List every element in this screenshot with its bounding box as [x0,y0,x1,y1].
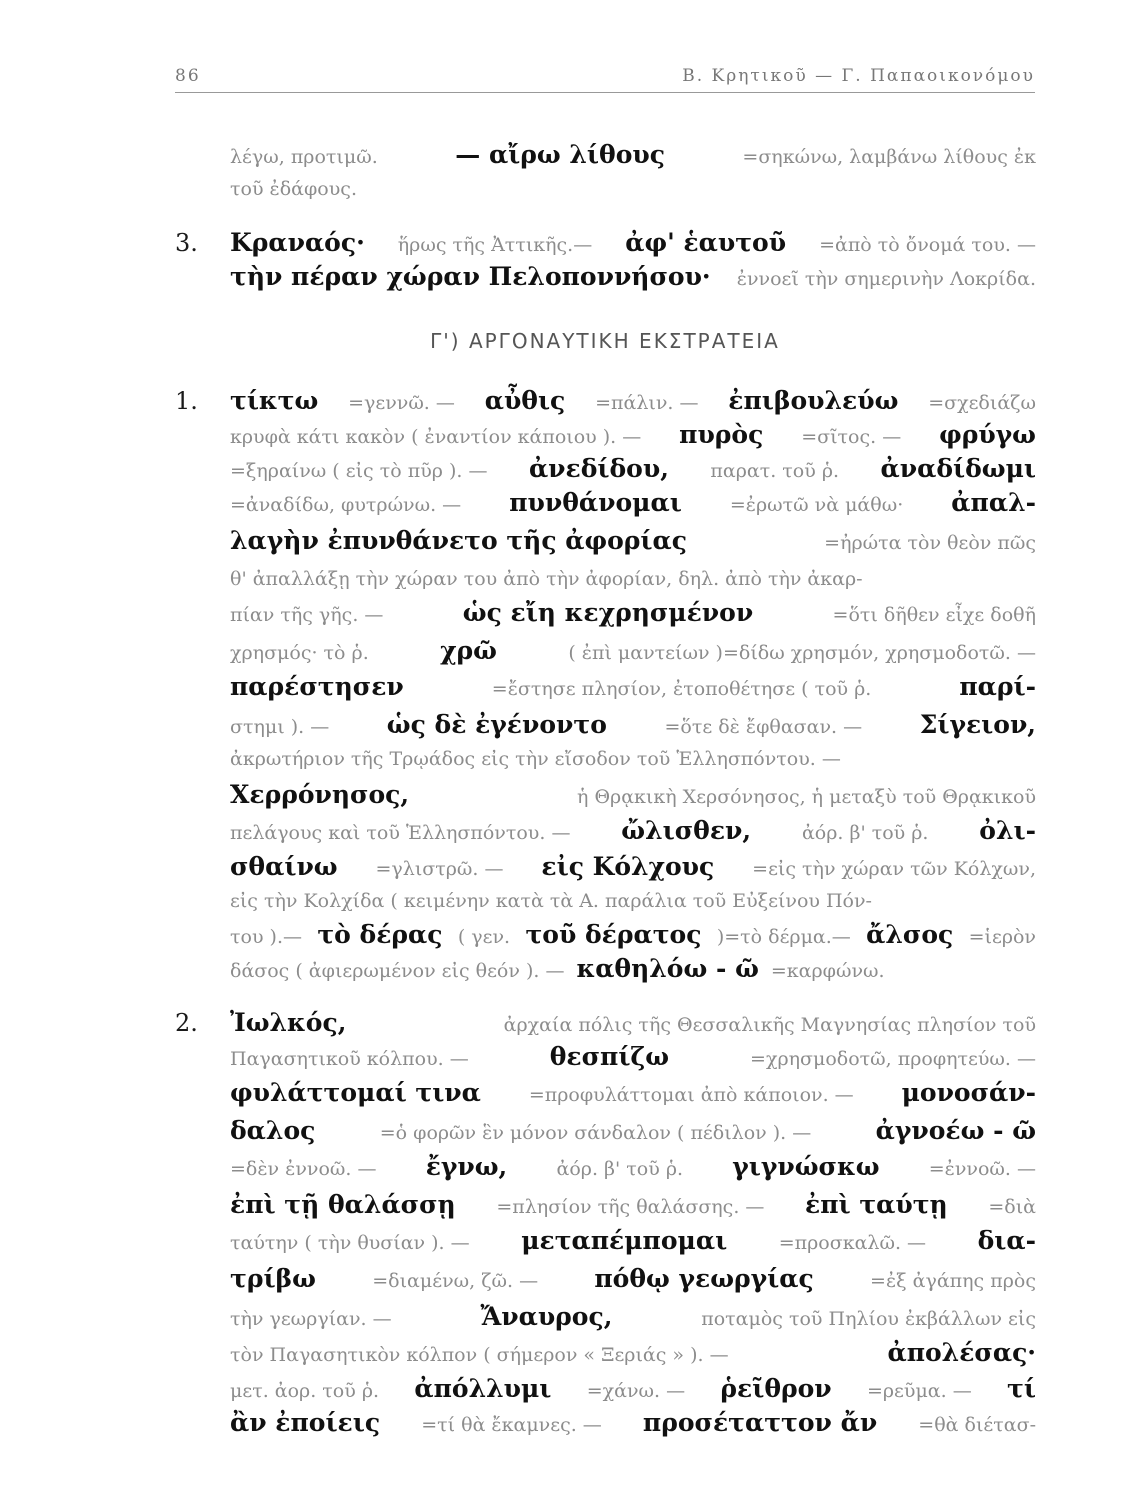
headword: τρίβω [230,1264,316,1293]
section-heading: Γ') ΑΡΓΟΝΑΥΤΙΚΗ ΕΚΣΤΡΑΤΕΙΑ [430,329,780,353]
gloss-text: =ξηραίνω ( εἰς τὸ πῦρ ). — [230,460,488,482]
gloss-text: ( γεν. [457,926,511,948]
gloss-text: =ρεῦμα. — [866,1380,972,1402]
text-line [230,172,1036,206]
headword: ὤλισθεν, [621,816,752,845]
gloss-text: =εἰς τὴν χώραν τῶν Κόλχων, [752,858,1036,880]
gloss-text: ἀόρ. β' τοῦ ῥ. [801,822,929,844]
gloss-text: ἡ Θρᾳκικὴ Χερσόνησος, ἡ μεταξὺ τοῦ Θρᾳκικοῦ [577,786,1036,808]
headword: ἂν ἐποίεις [230,1408,381,1437]
gloss-text: =ἠρώτα τὸν θεὸν πῶς [824,532,1036,554]
headword: Ἰωλκός, [230,1008,347,1037]
text-line [230,562,1036,596]
text-line [230,1372,1036,1406]
headword: θεσπίζω [549,1042,670,1071]
gloss-text: πίαν τῆς γῆς. — [230,604,384,626]
text-line [230,918,1036,952]
text-line [230,418,1036,452]
gloss-text: ( ἐπὶ μαντείων )=δίδω χρησμόν, χρησμοδοτῶ. — [568,642,1036,664]
text-line [230,486,1036,520]
text-line [230,1300,1036,1334]
gloss-text: =σηκώνω, λαμβάνω λίθους ἐκ [742,146,1036,168]
gloss-text: =χρησμοδοτῶ, προφητεύω. — [750,1048,1036,1070]
gloss-text: λέγω, προτιμῶ. [230,146,378,168]
gloss-text: =γεννῶ. — [348,392,455,414]
headword: ἀπόλλυμι [414,1374,552,1403]
headword: τὸ δέρας [317,920,443,949]
text-line [230,1040,1036,1074]
headword: ἄλσος [866,920,954,949]
headword: τί [1007,1374,1036,1403]
headword: τὴν πέραν χώραν Πελοποννήσου· [230,262,711,291]
gloss-text: =ἔστησε πλησίον, ἐτοποθέτησε ( τοῦ ῥ. [491,678,872,700]
text-line [230,384,1036,418]
text-line [230,708,1036,742]
headword: ῥεῖθρον [720,1374,832,1403]
gloss-text: ἀόρ. β' τοῦ ῥ. [556,1158,684,1180]
headword: ὀλι- [979,816,1036,845]
entry-number: 2. [175,1009,198,1037]
gloss-text: τοῦ ἐδάφους. [230,178,357,200]
gloss-text: δάσος ( ἀφιερωμένον εἰς θεόν ). — [230,960,565,982]
gloss-text: ἀκρωτήριον τῆς Τρῳάδος εἰς τὴν εἴσοδον τοῦ Ἑλλησπόντου. — [230,748,841,770]
headword: ἔγνω, [425,1152,508,1181]
gloss-text: τὴν γεωργίαν. — [230,1308,392,1330]
gloss-text: =πλησίον τῆς θαλάσσης. — [496,1196,765,1218]
gloss-text: =δὲν ἐννοῶ. — [230,1158,377,1180]
headword: ἀπολέσας· [887,1338,1036,1367]
text-line [230,814,1036,848]
headword: αὖθις [484,386,566,415]
text-line [230,634,1036,668]
gloss-text: ἥρως τῆς Ἀττικῆς.— [397,234,593,256]
gloss-text: =θὰ διέτασ- [918,1414,1036,1436]
text-line [230,138,1036,172]
headword: Κραναός· [230,228,365,257]
gloss-text: )=τὸ δέρμα.— [716,926,851,948]
text-line [230,596,1036,630]
gloss-text: =διαμένω, ζῶ. — [372,1270,539,1292]
gloss-text: =ἐρωτῶ νὰ μάθω· [729,494,904,516]
entry-number: 3. [175,229,198,257]
gloss-text: =ἀπὸ τὸ ὄνομά του. — [819,234,1036,256]
gloss-text: =χάνω. — [586,1380,686,1402]
gloss-text: =σῖτος. — [801,426,902,448]
gloss-text: τὸν Παγασητικὸν κόλπον ( σήμερον « Ξεριάς » ). — [230,1344,729,1366]
text-line [230,260,1036,294]
gloss-text: ἀρχαία πόλις τῆς Θεσσαλικῆς Μαγνησίας πλησίον τοῦ [503,1014,1036,1036]
gloss-text: θ' ἀπαλλάξῃ τὴν χώραν του ἀπὸ τὴν ἀφορίαν, δηλ. ἀπὸ τὴν ἀκαρ- [230,568,863,590]
headword: τοῦ δέρατος [525,920,702,949]
headword: ἐπιβουλεύω [728,386,899,415]
running-head-authors: Β. Κρητικοῦ — Γ. Παπαοικονόμου [682,66,1035,86]
entry-number: 1. [175,387,198,415]
text-line [230,1224,1036,1258]
headword: Χερρόνησος, [230,780,410,809]
headword: δαλος [230,1116,316,1145]
text-line [230,524,1036,558]
text-line [230,1150,1036,1184]
text-line [230,1006,1036,1040]
gloss-text: =ὁ φορῶν ἓν μόνον σάνδαλον ( πέδιλον ). — [379,1122,812,1144]
gloss-text: =διὰ [988,1196,1036,1218]
gloss-text: κρυφὰ κάτι κακὸν ( ἐναντίον κάποιου ). — [230,426,642,448]
gloss-text: εἰς τὴν Κολχίδα ( κειμένην κατὰ τὰ Α. παράλια τοῦ Εὐξείνου Πόν- [230,890,872,912]
gloss-text: =ἱερὸν [968,926,1036,948]
headword: ὡς εἴη κεχρησμένον [462,598,754,627]
headword: πυνθάνομαι [509,488,682,517]
text-line [230,1188,1036,1222]
headword: σθαίνω [230,852,338,881]
text-line [230,742,1036,776]
text-line [230,952,1036,986]
headword: ἀπαλ- [951,488,1036,517]
gloss-text: =τί θὰ ἔκαμνες. — [421,1414,602,1436]
text-line [230,226,1036,260]
page-number: 86 [175,66,201,86]
headword: ἀναδίδωμι [880,454,1036,483]
text-line [230,850,1036,884]
text-line [230,452,1036,486]
headword: δια- [977,1226,1036,1255]
text-line [230,1406,1036,1440]
headword: πόθῳ γεωργίας [594,1264,814,1293]
gloss-text: πελάγους καὶ τοῦ Ἑλλησπόντου. — [230,822,571,844]
headword: ἐπὶ ταύτῃ [805,1190,948,1219]
gloss-text: του ).— [230,926,302,948]
running-head [175,62,1035,93]
gloss-text: =πάλιν. — [595,392,699,414]
gloss-text: =ὅτε δὲ ἔφθασαν. — [664,716,863,738]
text-line [230,1076,1036,1110]
gloss-text: =σχεδιάζω [928,392,1036,414]
text-line [230,884,1036,918]
headword: φρύγω [939,420,1036,449]
headword: χρῶ [440,636,497,665]
gloss-text: στημι ). — [230,716,330,738]
gloss-text: =προφυλάττομαι ἀπὸ κάποιον. — [528,1084,854,1106]
gloss-text: ποταμὸς τοῦ Πηλίου ἐκβάλλων εἰς [701,1308,1036,1330]
headword: Σίγειον, [919,710,1036,739]
headword: τίκτω [230,386,319,415]
gloss-text: =καρφώνω. [770,960,885,982]
headword: λαγὴν ἐπυνθάνετο τῆς ἀφορίας [230,526,687,555]
gloss-text: =ἐννοῶ. — [928,1158,1036,1180]
headword: γιγνώσκω [732,1152,880,1181]
text-line [230,778,1036,812]
gloss-text: μετ. ἀορ. τοῦ ῥ. [230,1380,380,1402]
headword: ὡς δὲ ἐγένοντο [386,710,607,739]
headword: ἀνεδίδου, [528,454,669,483]
gloss-text: =προσκαλῶ. — [778,1232,927,1254]
headword: παρέστησεν [230,672,404,701]
gloss-text: παρατ. τοῦ ῥ. [710,460,840,482]
headword: πυρὸς [679,420,764,449]
headword: καθηλόω - ῶ [576,954,759,983]
headword: ἀφ' ἑαυτοῦ [625,228,787,257]
gloss-text: Παγασητικοῦ κόλπου. — [230,1048,469,1070]
headword: φυλάττομαί τινα [230,1078,481,1107]
headword: ἀγνοέω - ῶ [875,1116,1036,1145]
gloss-text: =ἐξ ἀγάπης πρὸς [870,1270,1036,1292]
headword: Ἄναυρος, [480,1302,613,1331]
headword: μεταπέμπομαι [521,1226,728,1255]
text-line [230,1114,1036,1148]
headword: ἐπὶ τῇ θαλάσσῃ [230,1190,456,1219]
text-line [230,1336,1036,1370]
gloss-text: =ἀναδίδω, φυτρώνω. — [230,494,462,516]
gloss-text: ταύτην ( τὴν θυσίαν ). — [230,1232,470,1254]
gloss-text: =ὅτι δῆθεν εἶχε δοθῆ [832,604,1036,626]
headword: — αἴρω λίθους [455,140,665,169]
headword: παρί- [959,672,1036,701]
headword: προσέταττον ἄν [642,1408,878,1437]
gloss-text: =γλιστρῶ. — [375,858,504,880]
headword: μονοσάν- [901,1078,1036,1107]
gloss-text: χρησμός· τὸ ῥ. [230,642,369,664]
headword: εἰς Κόλχους [541,852,715,881]
text-line [230,1262,1036,1296]
text-line [230,670,1036,704]
gloss-text: ἐννοεῖ τὴν σημερινὴν Λοκρίδα. [736,268,1036,290]
